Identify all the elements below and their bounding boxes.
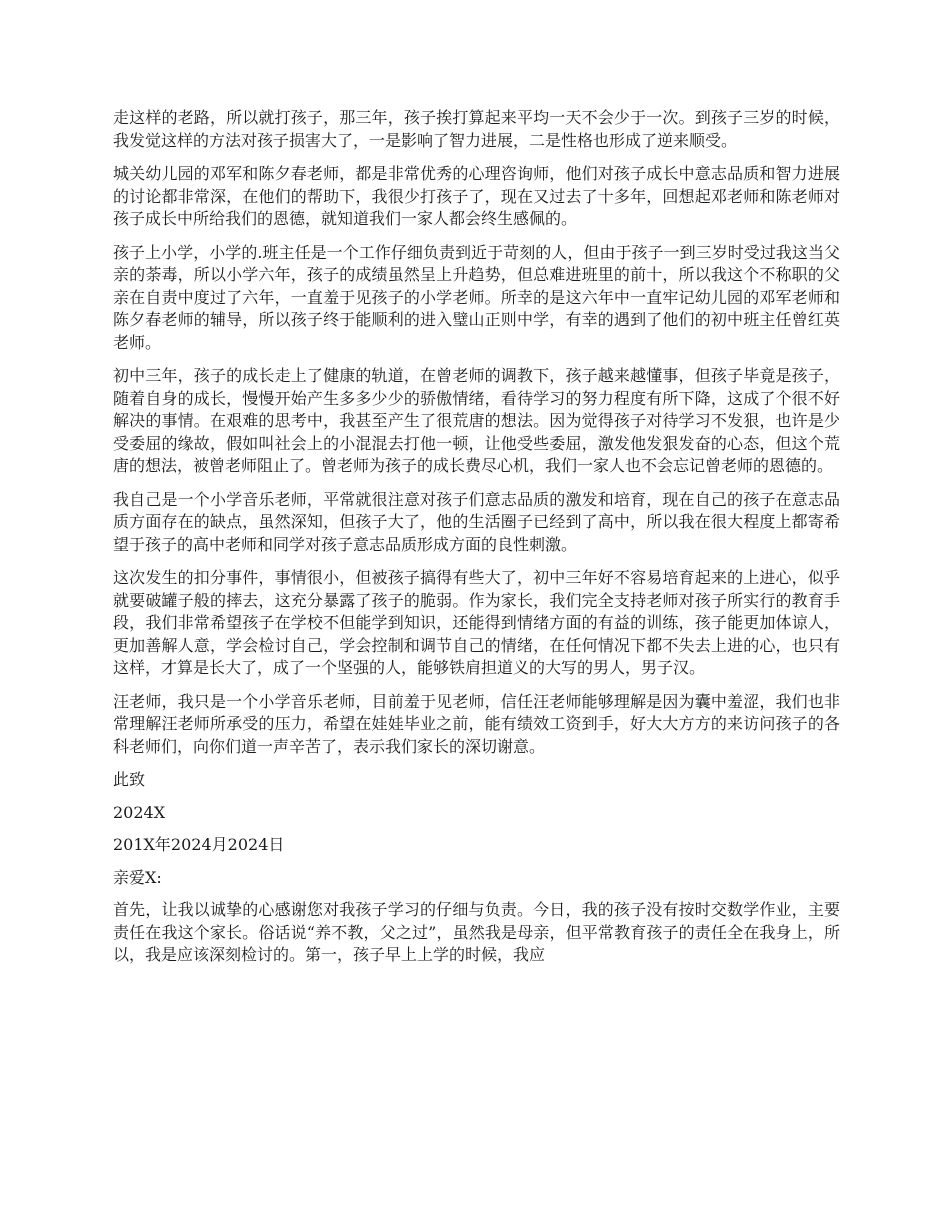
paragraph: 汪老师，我只是一个小学音乐老师，目前羞于见老师，信任汪老师能够理解是因为囊中羞涩，我们也非常理解汪老师所承受的压力，希望在娃娃毕业之前，能有绩效工资到手，好大大方方的来访问孩子的各科老师们，向你们道一声辛苦了，表示我们家长的深切谢意。 <box>113 691 840 756</box>
paragraph: 首先，让我以诚挚的心感谢您对我孩子学习的仔细与负责。今日，我的孩子没有按时交数学作业，主要责任在我这个家长。俗话说“养不教，父之过”，虽然我是母亲，但平常教育孩子的责任全在我身上，所以，我是应该深刻检讨的。第一，孩子早上上学的时候，我应 <box>113 900 840 964</box>
paragraph: 初中三年，孩子的成长走上了健康的轨道，在曾老师的调教下，孩子越来越懂事，但孩子毕竟是孩子，随着自身的成长，慢慢开始产生多多少少的骄傲情绪，看待学习的努力程度有所下降，这成了个很不好解决的事情。在艰难的思考中，我甚至产生了很荒唐的想法。因为觉得孩子对待学习不发狠，也许是少受委屈的缘故，假如叫社会上的小混混去打他一顿，让他受些委屈，激发他发狠发奋的心态，但这个荒唐的想法，被曾老师阻止了。曾老师为孩子的成长费尽心机，我们一家人也不会忘记曾老师的恩德的。 <box>113 366 840 475</box>
signature-line: 2024X <box>113 802 166 822</box>
greeting: 亲爱X: <box>113 867 162 887</box>
paragraph: 我自己是一个小学音乐老师，平常就很注意对孩子们意志品质的激发和培育，现在自己的孩子在意志品质方面存在的缺点，虽然深知，但孩子大了，他的生活圈子已经到了高中，所以我在很大程度上都寄希望于孩子的高中老师和同学对孩子意志品质形成方面的良性刺激。 <box>113 489 840 554</box>
date-line: 201X年2024月2024日 <box>113 835 285 854</box>
closing-salutation: 此致 <box>113 770 146 789</box>
document-body <box>113 107 840 978</box>
paragraph: 走这样的老路，所以就打孩子，那三年，孩子挨打算起来平均一天不会少于一次。到孩子三岁的时候，我发觉这样的方法对孩子损害大了，一是影响了智力进展，二是性格也形成了逆来顺受。 <box>113 108 840 150</box>
paragraph: 孩子上小学，小学的.班主任是一个工作仔细负责到近于苛刻的人，但由于孩子一到三岁时受过我这当父亲的荼毒，所以小学六年，孩子的成绩虽然呈上升趋势，但总难进班里的前十，所以我这个不称职的父亲在自责中度过了六年，一直羞于见孩子的小学老师。所幸的是这六年中一直牢记幼儿园的邓军老师和陈夕春老师的辅导，所以孩子终于能顺利的进入璧山正则中学，有幸的遇到了他们的初中班主任曾红英老师。 <box>113 242 840 352</box>
paragraph: 这次发生的扣分事件，事情很小，但被孩子搞得有些大了，初中三年好不容易培育起来的上进心，似乎就要破罐子般的摔去，这充分暴露了孩子的脆弱。作为家长，我们完全支持老师对孩子所实行的教育手段，我们非常希望孩子在学校不但能学到知识，还能得到情绪方面的有益的训练，孩子能更加体谅人，更加善解人意，学会检讨自己，学会控制和调节自己的情绪，在任何情况下都不失去上进的心，也只有这样，才算是长大了，成了一个坚强的人，能够铁肩担道义的大写的男人，男子汉。 <box>113 568 840 677</box>
paragraph: 城关幼儿园的邓军和陈夕春老师，都是非常优秀的心理咨询师，他们对孩子成长中意志品质和智力进展的讨论都非常深，在他们的帮助下，我很少打孩子了，现在又过去了十多年，回想起邓老师和陈老师对孩子成长中所给我们的恩德，就知道我们一家人都会终生感佩的。 <box>113 164 840 228</box>
